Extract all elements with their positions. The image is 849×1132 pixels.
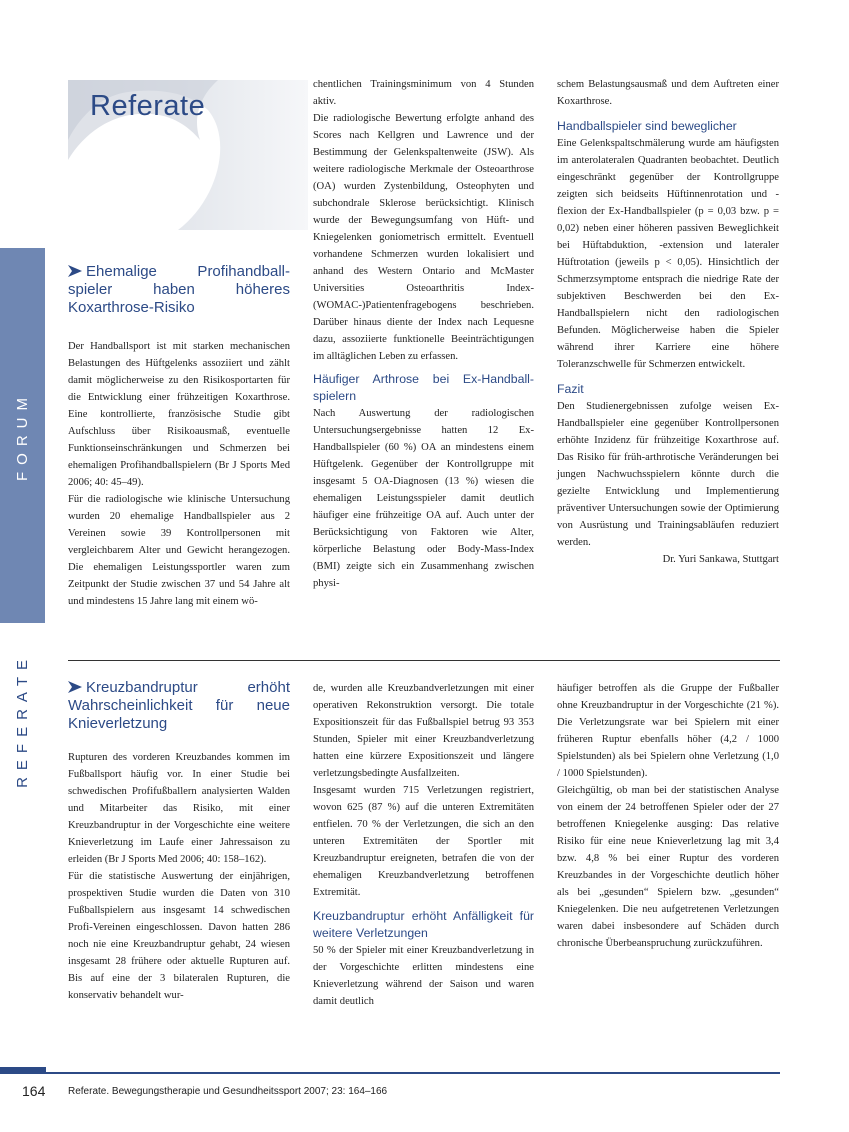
article1-subheading-beweglich: Handballspieler sind beweglicher (557, 119, 737, 133)
article2-paragraph: häufiger betroffen als die Gruppe der Fußballer ohne Kreuzbandruptur in der Vorgeschichte (21 %). Die Verletzungsrate war bei Spielern mit einer früheren Ruptur ebenfalls höher (4,2 / 1000 Spielstunden) als bei Spielern ohne Verletzung (1,0 / 1000 Spielstunden). (557, 683, 779, 779)
article1-subheading-fazit: Fazit (557, 382, 584, 396)
article2-paragraph: Insgesamt wurden 715 Verletzungen registriert, wovon 625 (87 %) auf die unteren Extremitäten entfielen. 70 % der Verletzungen, die sich an den unteren Extremitäten der Sportler mit Kreuzbandruptur ereigneten, betrafen die von der ehemaligen Kreuzbandverletzung betroffenen Extremität. (313, 785, 534, 898)
arrow-bullet-icon (68, 265, 82, 277)
article1-column-2 (313, 76, 534, 592)
page-number: 164 (22, 1083, 46, 1099)
article2-subheading: Kreuzbandruptur erhöht Anfälligkeit für weitere Verletzungen (313, 909, 534, 940)
footer-rule (0, 1072, 780, 1074)
article1-paragraph: chentlichen Trainingsminimum von 4 Stunden aktiv. (313, 79, 534, 107)
article1-headline: Ehemalige Profihandball-spieler haben höheres Koxarthrose-Risiko (68, 263, 290, 316)
article2-column-2 (313, 680, 534, 1010)
article2-paragraph: de, wurden alle Kreuzbandverletzungen mit einer operativen Rekonstruktion versorgt. Die totale Expositionszeit für das Fußballspiel betrug 93 353 Stunden, Spieler mit einer Kreuzbandverletzung hatten eine kürzere Expositionszeit und längere verletzungsbedingte Ausfallzeiten. (313, 683, 534, 779)
article2-column-1 (68, 679, 290, 1004)
article1-author-signature: Dr. Yuri Sankawa, Stuttgart (662, 554, 779, 565)
referate-side-label: REFERATE (14, 652, 31, 788)
article2-headline: Kreuzbandruptur erhöht Wahrscheinlichkeit für neue Knieverletzung (68, 679, 290, 732)
article1-paragraph: Der Handballsport ist mit starken mechanischen Belastungen des Hüftgelenks assoziiert und zählt damit möglicherweise zu den Risikosportarten für die Entwicklung einer frühzeitigen Koxarthrose. Eine kontrollierte, französische Studie gibt Aufschluss über Risikoausmaß, eventuelle Funktionseinschränkungen und Schmerzen bei ehemaligen Profihandballspielern (Br J Sports Med 2006; 40: 45–49). (68, 341, 290, 488)
article1-paragraph: schem Belastungsausmaß und dem Auftreten einer Koxarthrose. (557, 79, 779, 107)
forum-side-label: FORUM (14, 390, 31, 481)
article1-paragraph: Nach Auswertung der radiologischen Untersuchungsergebnisse hatten 12 Ex-Handballspieler (60 %) OA an mindestens einem Hüftgelenk. Gegenüber der Kontrollgruppe mit insgesamt 5 OA-Diagnosen (13 %) wiesen die ehemaligen Leistungsspieler damit deutlich häufiger eine frühzeitige OA auf. Auch unter der Berücksichtigung von Faktoren wie Alter, körperliche Belastung oder Body-Mass-Index (BMI) zeigte sich ein Zusammenhang zwischen physi- (313, 408, 534, 589)
article1-paragraph: Eine Gelenkspaltschmälerung wurde am häufigsten im anterolateralen Quadranten beobachtet. Deutlich eingeschränkt gegenüber der Kontrollgruppe zeigten sich beidseits Hüftinnenrotation und -flexion der Ex-Handballspieler (p = 0,03 bzw. p = 0,02) neben einer höheren passiven Beweglichkeit bei Hüftabduktion, -extension und lateraler Hüftrotation (jeweils p < 0,05). Hinsichtlich der Schmerzsymptome entsprach die niedrige Rate der subjektiven Beschwerden bei den Ex-Handballspielern nicht den radiologischen Befunden. Möglicherweise haben die Spieler während ihrer Karriere eine höhere Toleranzschwelle für Schmerzen entwickelt. (557, 138, 779, 370)
article2-paragraph: Für die statistische Auswertung der einjährigen, prospektiven Studie wurden die Daten von 310 Fußballspielern aus insgesamt 14 schwedischen Profi-Vereinen eingeschlossen. Davon hatten 286 noch nie eine Kreuzbandruptur gehabt, 24 wiesen insgesamt 28 frühere oder aktuelle Rupturen auf. Bis auf eine der 3 bilateralen Rupturen, die konservativ behandelt wur- (68, 871, 290, 1001)
article1-paragraph: Die radiologische Bewertung erfolgte anhand des Scores nach Kellgren und Lawrence und der Bestimmung der Gelenkspaltenweite (JSW). Als weitere radiologische Merkmale der Osteoarthrose (OA) wurden Zystenbildung, Osteophyten und subchondrale Sklerose berücksichtigt. Klinisch wurde der Bewegungsumfang von Hüft- und Kniegelenken goniometrisch ermittelt. Eventuell vorhandene Schmerzen wurden lokalisiert und anhand des Western Ontario and McMaster Universities Osteoarthritis Index-(WOMAC-)Patientenfragebogens beschrieben. Darüber hinaus diente der Index nach Lequesne dazu, assoziierte funktionelle Beeinträchtigungen im alltäglichen Leben zu erfassen. (313, 113, 534, 362)
arrow-bullet-icon (68, 681, 82, 693)
article-separator (68, 660, 780, 661)
section-title: Referate (90, 90, 206, 122)
article1-column-3 (557, 76, 779, 568)
article2-column-3 (557, 680, 779, 952)
article1-column-1 (68, 263, 290, 610)
article1-paragraph: Den Studienergebnissen zufolge weisen Ex-Handballspieler eine gegenüber Kontrollpersonen erhöhte Inzidenz für frühzeitige Koxarthrose auf. Das Risiko für früh-arthrotische Veränderungen bei jungen Nachwuchsspielern könnte durch die gezielte Entwicklung und Implementierung präventiver Untersuchungen sowie der Optimierung von Ausrüstung und Trainingsabläufen reduziert werden. (557, 401, 779, 548)
article2-paragraph: Gleichgültig, ob man bei der statistischen Analyse von einem der 24 betroffenen Spieler oder der 27 betroffenen Kniegelenke ausging: Das relative Risiko für eine neue Knieverletzung lag mit 3,4 bzw. 4,8 % bei einer Ruptur des vorderen Kreuzbandes in der Vorgeschichte deutlich höher als bei „gesunden“ Spielern bzw. „gesunden“ Kniegelenken. Die neu aufgetretenen Verletzungen waren dabei insbesondere auf Schäden durch chronische Überbeanspruchung zurückzuführen. (557, 785, 779, 949)
article1-paragraph: Für die radiologische wie klinische Untersuchung wurden 20 ehemalige Handballspieler aus 2 Vereinen sowie 39 Kontrollpersonen mit vergleichbarem Alter und Gewicht herangezogen. Die ehemaligen Leistungssportler waren zum Zeitpunkt der Studie zwischen 37 und 54 Jahre alt und mindestens 15 Jahre lang mit einem wö- (68, 494, 290, 607)
journal-citation: Referate. Bewegungstherapie und Gesundheitssport 2007; 23: 164–166 (68, 1086, 388, 1097)
article2-paragraph: Rupturen des vorderen Kreuzbandes kommen im Fußballsport häufig vor. In einer Studie bei schwedischen Profifußballern analysierten Walden und Mitarbeiter das Risiko, mit einer Kreuzbandruptur in der Vorgeschichte eine weitere Knieverletzung im Laufe einer Jahressaison zu erleiden (Br J Sports Med 2006; 40: 158–162). (68, 752, 290, 865)
article1-subheading-arthrose: Häufiger Arthrose bei Ex-Handball-spielern (313, 372, 534, 403)
article2-paragraph: 50 % der Spieler mit einer Kreuzbandverletzung in der Vorgeschichte erlitten mindestens eine Knieverletzung während der Saison und waren damit deutlich (313, 945, 534, 1007)
